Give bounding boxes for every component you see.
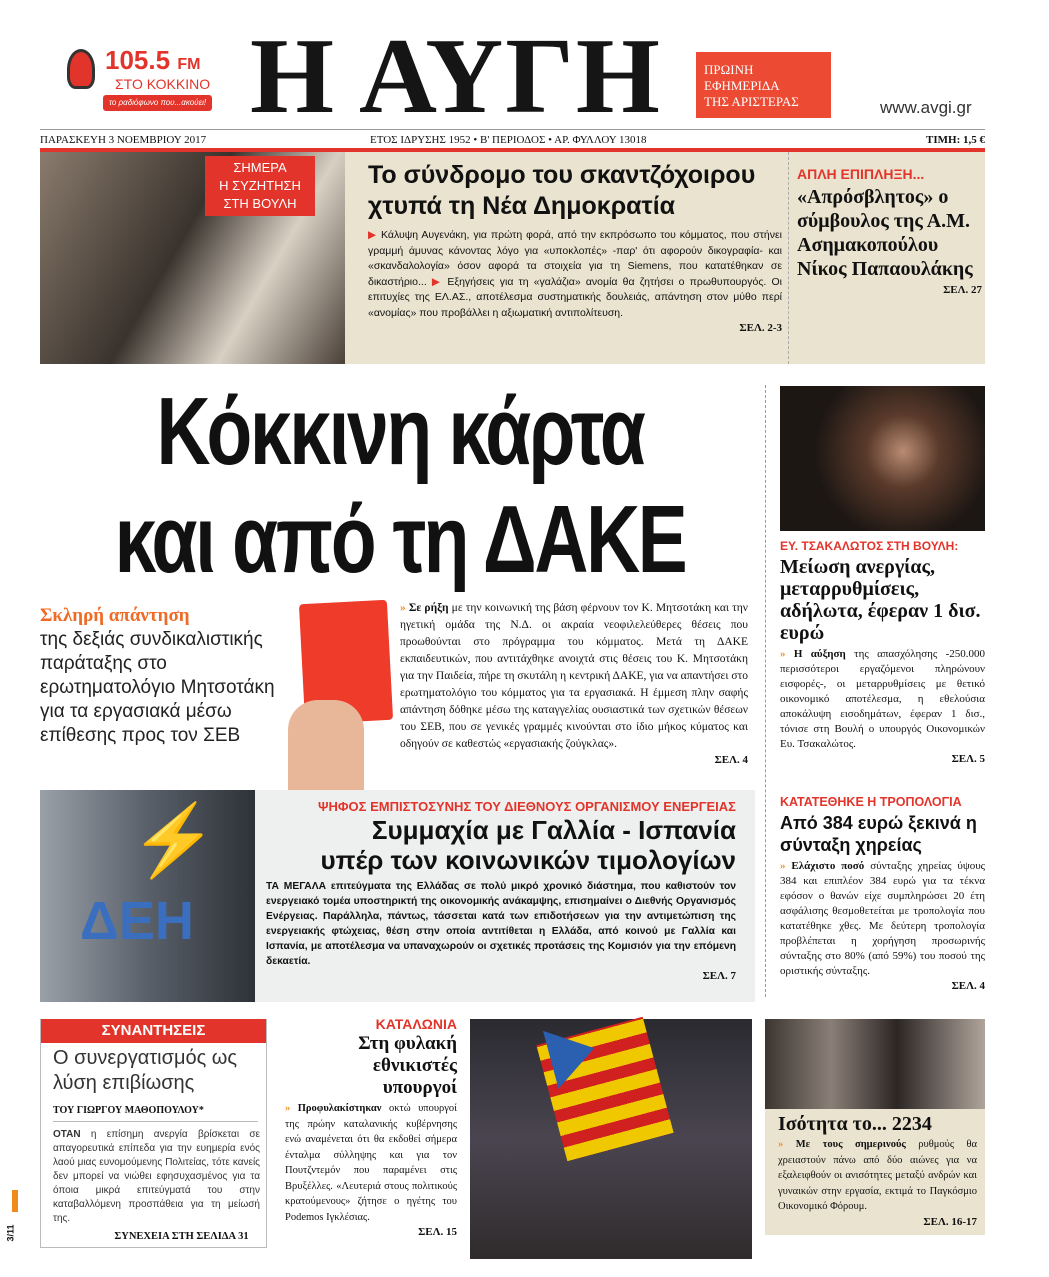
sub-rest: της δεξιάς συνδικαλιστικής παράταξης στο ερωτηματολόγιο Μητσοτάκη για τα εργασιακά μέσω επίθεσης προς τον ΣΕΒ xyxy=(40,629,275,746)
equality-box[interactable] xyxy=(765,1109,985,1235)
body-lead: Σε ρήξη xyxy=(408,602,449,614)
top-body-part: Εξηγήσεις για τη «γαλάζια» ανομία θα ζητήσει ο πρωθυπουργός. Οι επιτυχίες της ΕΛ.ΑΣ., αποτέλεσμα συστηματικής δουλειάς, απάντηση στον μύθο περί «ανομίας» που προβάλλει η αξιωματική αντιπολίτευση. xyxy=(368,275,782,319)
page-ref: ΣΕΛ. 16-17 xyxy=(923,1215,977,1228)
website-link[interactable]: www.avgi.gr xyxy=(880,98,972,117)
pension-kicker: ΚΑΤΑΤΕΘΗΚΕ Η ΤΡΟΠΟΛΟΓΙΑ xyxy=(780,795,962,809)
dei-photo xyxy=(40,790,255,1002)
catalonia-column xyxy=(285,1016,457,1239)
page-ref: ΣΕΛ. 15 xyxy=(418,1226,457,1238)
radio-logo xyxy=(55,45,235,115)
tsakalotos-kicker: ΕΥ. ΤΣΑΚΑΛΩΤΟΣ ΣΤΗ ΒΟΥΛΗ: xyxy=(780,539,959,553)
body-lead: Η αύξηση xyxy=(793,648,846,660)
body-text: η επίσημη ανεργία βρίσκεται σε απαγορευτικά επίπεδα για την ευημερία ενός λαού μιας ευνομούμενης Πολιτείας, τότε κανείς δεν μπορεί να νιώθει εφησυχασμένος για τα όποια μικρά επιτεύγματά του στην καταβαλλόμενη προσπάθεια για τη μείωσή της. xyxy=(53,1129,260,1224)
energy-headline[interactable] xyxy=(266,815,736,875)
lead-column xyxy=(400,600,748,767)
tagline-line: ΠΡΩΙΝΗ xyxy=(704,62,754,77)
page-ref: ΣΕΛ. 27 xyxy=(943,284,982,296)
page-ref: ΣΕΛ. 7 xyxy=(702,970,736,982)
tsakalotos-photo xyxy=(780,386,985,531)
radio-slogan: το ραδιόφωνο που...ακούει! xyxy=(103,95,212,111)
top-story-column xyxy=(368,160,782,335)
catalonia-headline[interactable]: Στη φυλακή εθνικιστές υπουργοί xyxy=(358,1033,457,1098)
author: ΤΟΥ ΓΙΩΡΓΟΥ ΜΑΘΟΠΟΥΛΟΥ* xyxy=(53,1104,258,1122)
page-ref: ΣΕΛ. 4 xyxy=(714,754,748,766)
lead-headline-line: Κόκκινη κάρτα xyxy=(156,378,644,485)
body-text: σύνταξης χηρείας ύψους 384 και επιπλέον 384 ευρώ για τα τέκνα εφόσον ο θανών είχε συμπληρώσει 20 έτη ασφάλισης θεσμοθετείται με τροπολογία που κατατέθηκε χθες. Με δεύτερη τροπολογία προβλέπεται η χορήγηση προσωρινής σύνταξης στο 80% (από 59%) του ποσού της οριστικής σύνταξης. xyxy=(780,860,986,977)
catalonia-kicker: ΚΑΤΑΛΩΝΙΑ xyxy=(375,1016,457,1032)
top-headline[interactable]: Το σύνδρομο του σκαντζόχοιρου χτυπά τη Νέα Δημοκρατία xyxy=(368,161,756,220)
top-body: ▶ Κάλυψη Αυγενάκη, για πρώτη φορά, από την εκπρόσωπο του κόμματος, που στήνει γραμμή άμυνας κάνοντας λόγο για «υποκλοπές» -παρ' ότι αφορούν δικογραφία- και «σκανδαλολογία» όσον αφορά τα στοιχεία για τη Siemens, που κατατέθηκαν σε δικαστήριο... ▶ Εξηγήσεις για τη «γαλάζια» ανομία θα ζητήσει ο πρωθυπουργός. Οι επιτυχίες της ΕΛ.ΑΣ., αποτέλεσμα συστηματικής δουλειάς, απάντηση στον μύθο περί «ανομίας» που προβάλλει η αξιωματική αντιπολίτευση. xyxy=(368,229,782,319)
tagline-line: ΕΦΗΜΕΡΙΔΑ xyxy=(704,78,780,93)
catalonia-photo xyxy=(470,1019,752,1259)
tsakalotos-body: » Η αύξηση της απασχόλησης -250.000 περισσότεροι εργαζόμενοι πληρώνουν εισφορές-, οι μεταρρυθμίσεις με θετικό οικονομικό αποτέλεσμα, η εθελούσια αποκάλυψη εισοδημάτων, έφεραν 1 δισ., τόνισε στη Βουλή ο υπουργός Οικονομικών Ευ. Τσακαλώτος. xyxy=(780,648,986,750)
side-top-column xyxy=(797,165,982,297)
side-kicker: ΑΠΛΗ ΕΠΙΠΛΗΞΗ... xyxy=(797,166,925,182)
pension-headline[interactable]: Από 384 ευρώ ξεκινά η σύνταξη χηρείας xyxy=(780,813,977,855)
body-lead: ΟΤΑΝ xyxy=(53,1129,81,1140)
body-lead: Με τους σημερινούς xyxy=(795,1139,906,1150)
lead-subhead xyxy=(40,604,280,748)
headline-line: Συμμαχία με Γαλλία - Ισπανία xyxy=(371,815,736,845)
energy-kicker: ΨΗΦΟΣ ΕΜΠΙΣΤΟΣΥΝΗΣ ΤΟΥ ΔΙΕΘΝΟΥΣ ΟΡΓΑΝΙΣΜΟΥ ΕΝΕΡΓΕΙΑΣ xyxy=(317,799,736,814)
badge-line: ΣΗΜΕΡΑ xyxy=(233,160,287,175)
lead-body: » Σε ρήξη με την κοινωνική της βάση φέρνουν τον Κ. Μητσοτάκη και την ηγετική ομάδα της Ν.Δ. οι ακραία νεοφιλελεύθερες θέσεις που προωθούνται στο πρόγραμμα του κόμματος. Μετά τη ΔΑΚΕ εκπαιδευτικών, που αντιτάχθηκε ανοιχτά στις θέσεις του Κ. Μητσοτάκη για την Παιδεία, πήρε τη σκυτάλη η κεντρική ΔΑΚΕ, για να απαντήσει στο ερωτηματολόγιο του κόμματος για τα εργασιακά. Η έμμεση πλην σαφής απάντηση δόθηκε μέσω της καταγγελίας ουσιαστικά των σχετικών θέσεων του ΣΕΒ, που σε γενικές γραμμές κινούνται στο ίδιο μήκος κύματος και οδηγούν σε καθεστώς «εργασιακής ζούγκλας». xyxy=(400,602,748,750)
side-headline[interactable]: «Απρόσβλητος» ο σύμβουλος της Α.Μ. Ασημακοπούλου Νίκος Παπαουλάκης xyxy=(797,186,973,280)
tsakalotos-column xyxy=(780,539,985,766)
radio-fm: FM xyxy=(177,56,201,73)
equality-photo xyxy=(765,1019,985,1109)
energy-body: ΤΑ ΜΕΓΑΛΑ επιτεύγματα της Ελλάδας σε πολύ μικρό χρονικό διάστημα, που καθιστούν τον ενεργειακό τομέα υποστηρικτή της οικονομικής ανάκαμψης, επισημαίνει ο Διεθνής Οργανισμός Ενέργειας. Παράλληλα, πάντως, τάσσεται κατά των επιδοτήσεων για την αντιμετώπιση της ενεργειακής φτώχειας, θέση στην οποία αντιτίθεται η Ελλάδα, από κοινού με Γαλλία και Ισπανία, με αποτέλεσμα να υπαναχωρούν οι σχετικές προτάσεις της Κομισιόν για την επόμενη δεκαετία. xyxy=(266,881,736,967)
page-marker-bar xyxy=(12,1190,18,1212)
radio-name: ΣΤΟ ΚΟΚΚΙΝΟ xyxy=(115,76,211,92)
equality-body: » Με τους σημερινούς ρυθμούς θα χρειαστούν πάνω από δύο αιώνες για να εξαλειφθούν οι ανισότητες μεταξύ ανδρών και γυναικών στην εργασία, εκτιμά το Παγκόσμιο Οικονομικό Φόρουμ. xyxy=(778,1139,977,1212)
equality-headline[interactable]: Ισότητα το... 2234 xyxy=(778,1113,932,1135)
tsakalotos-headline[interactable]: Μείωση ανεργίας, μεταρρυθμίσεις, αδήλωτα, έφεραν 1 δισ. ευρώ xyxy=(780,556,981,644)
sub-lead: Σκληρή απάντηση xyxy=(40,605,190,626)
lightning-icon: ⚡ xyxy=(130,801,218,879)
newspaper-title: Η ΑΥΓΗ xyxy=(250,17,662,136)
tagline-line: ΤΗΣ ΑΡΙΣΤΕΡΑΣ xyxy=(704,94,799,109)
body-text: της απασχόλησης -250.000 περισσότεροι εργαζόμενοι πληρώνουν εισφορές-, οι μεταρρυθμίσεις με θετικό οικονομικό αποτέλεσμα, η εθελούσια αποκάλυψη εισοδημάτων, έφεραν 1 δισ., τόνισε στη Βουλή ο υπουργός Οικονομικών Ευ. Τσακαλώτος. xyxy=(780,648,986,750)
top-body-part: Κάλυψη Αυγενάκη, για πρώτη φορά, από την εκπρόσωπο του κόμματος, που στήνει γραμμή άμυνας κάνοντας λόγο για «υποκλοπές» -παρ' ότι αφορούν δικογραφία- και «σκανδαλολογία» όσον αφορά τα στοιχεία για τη Siemens, που κατατέθηκαν σε δικαστήριο... xyxy=(368,229,782,288)
hand-image xyxy=(288,700,364,790)
body-lead: Προφυλακίστηκαν xyxy=(297,1103,382,1114)
body-text: με την κοινωνική της βάση φέρνουν τον Κ. Μητσοτάκη και την ηγετική ομάδα της Ν.Δ. οι ακραία νεοφιλελεύθερες θέσεις που προωθούνται στο πρόγραμμα του κόμματος. Μετά τη ΔΑΚΕ εκπαιδευτικών, που αντιτάχθηκε ανοιχτά στις θέσεις του Κ. Μητσοτάκη για την Παιδεία, πήρε τη σκυτάλη η κεντρική ΔΑΚΕ, για να απαντήσει στο ερωτηματολόγιο του κόμματος για τα εργασιακά. Η έμμεση πλην σαφής απάντηση δόθηκε μέσω της καταγγελίας ουσιαστικά των σχετικών θέσεων του ΣΕΒ, που σε γενικές γραμμές κινούνται στο ίδιο μήκος κύματος και οδηγούν σε καθεστώς «εργασιακής ζούγκλας». xyxy=(400,602,748,750)
meetings-body xyxy=(53,1128,260,1226)
page-marker: 3/11 xyxy=(5,1224,16,1242)
radio-frequency: 105.5 xyxy=(105,45,171,75)
today-badge xyxy=(205,156,315,216)
body-lead: Ελάχιστο ποσό xyxy=(791,860,865,872)
meetings-headline[interactable]: Ο συνεργατισμός ως λύση επιβίωσης xyxy=(53,1047,238,1094)
continued-link[interactable]: ΣΥΝΕΧΕΙΑ ΣΤΗ ΣΕΛΙΔΑ 31 xyxy=(114,1231,249,1242)
body-text: ρυθμούς θα χρειαστούν πάνω από δύο αιώνες για να εξαλειφθούν οι ανισότητες μεταξύ ανδρών και γυναικών στην εργασία, εκτιμά το Παγκόσμιο Οικονομικό Φόρουμ. xyxy=(778,1139,977,1212)
lightbulb-icon xyxy=(67,49,95,89)
page-ref: ΣΕΛ. 2-3 xyxy=(739,322,782,334)
page-ref: ΣΕΛ. 5 xyxy=(951,753,985,765)
lead-headline[interactable] xyxy=(49,378,751,594)
price: ΤΙΜΗ: 1,5 € xyxy=(926,134,985,146)
energy-column xyxy=(266,799,736,983)
meetings-box[interactable] xyxy=(40,1019,267,1248)
dei-logo-text: ΔΕΗ xyxy=(80,891,194,951)
edition-info: ΕΤΟΣ ΙΔΡΥΣΗΣ 1952 • Β' ΠΕΡΙΟΔΟΣ • ΑΡ. ΦΥΛΛΟΥ 13018 xyxy=(370,134,647,146)
headline-line: υπέρ των κοινωνικών τιμολογίων xyxy=(320,845,736,875)
lead-headline-line: και από τη ΔΑΚΕ xyxy=(114,486,686,593)
body-text: οκτώ υπουργοί της πρώην καταλανικής κυβέρνησης ενώ αναμένεται ότι θα εκδοθεί σήμερα ένταλμα σύλληψης και για τον Πουτζντεμόν που παραμένει στις Βρυξέλλες. «Λευτεριά στους πολιτικούς κρατούμενους» ζήτησε ο ηγέτης του Podemos Ιγκλέσιας. xyxy=(285,1103,458,1223)
pension-column xyxy=(780,795,985,993)
catalonia-body: » Προφυλακίστηκαν οκτώ υπουργοί της πρώην καταλανικής κυβέρνησης ενώ αναμένεται ότι θα εκδοθεί σήμερα ένταλμα σύλληψης και για τον Πουτζντεμόν που παραμένει στις Βρυξέλλες. «Λευτεριά στους πολιτικούς κρατούμενους» ζήτησε ο ηγέτης του Podemos Ιγκλέσιας. xyxy=(285,1103,458,1223)
issue-date: ΠΑΡΑΣΚΕΥΗ 3 ΝΟΕΜΒΡΙΟΥ 2017 xyxy=(40,134,207,146)
tagline-box xyxy=(696,52,831,118)
badge-line: Η ΣΥΖΗΤΗΣΗ xyxy=(219,178,301,193)
meetings-kicker: ΣΥΝΑΝΤΗΣΕΙΣ xyxy=(41,1019,266,1043)
page-ref: ΣΕΛ. 4 xyxy=(951,980,985,992)
badge-line: ΣΤΗ ΒΟΥΛΗ xyxy=(223,196,297,211)
pension-body: » Ελάχιστο ποσό σύνταξης χηρείας ύψους 384 και επιπλέον 384 ευρώ για τα τέκνα εφόσον ο θανών είχε συμπληρώσει 20 έτη ασφάλισης θεσμοθετείται με τροπολογία που κατατέθηκε χθες. Με δεύτερη τροπολογία προβλέπεται η χορήγηση προσωρινής σύνταξης στο 80% (από 59%) του ποσού της οριστικής σύνταξης. xyxy=(780,860,986,977)
